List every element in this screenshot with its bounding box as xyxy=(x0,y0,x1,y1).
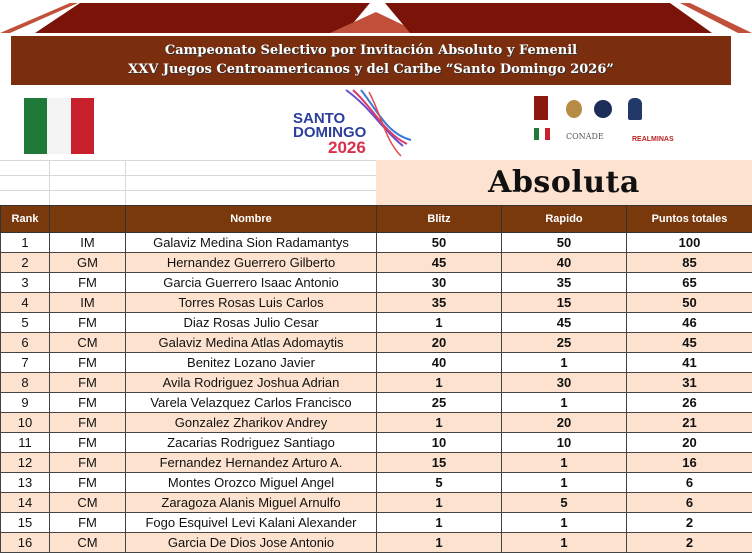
cell-nombre: Varela Velazquez Carlos Francisco xyxy=(126,393,377,413)
standings-table xyxy=(0,205,752,553)
cell-rapido: 1 xyxy=(502,513,627,533)
cell-nombre: Fogo Esquivel Levi Kalani Alexander xyxy=(126,513,377,533)
cell-nombre: Garcia De Dios Jose Antonio xyxy=(126,533,377,553)
cell-rapido: 35 xyxy=(502,273,627,293)
cell-rapido: 30 xyxy=(502,373,627,393)
header-puntos-totales: Puntos totales xyxy=(627,206,752,233)
header-nombre: Nombre xyxy=(126,206,377,233)
table-row xyxy=(1,373,752,393)
cell-rank: 16 xyxy=(1,533,50,553)
cell-puntos: 6 xyxy=(627,473,752,493)
table-row xyxy=(1,533,752,553)
title-line-1: Campeonato Selectivo por Invitación Absoluto y Femenil xyxy=(164,43,578,58)
table-row xyxy=(1,473,752,493)
cell-rapido: 1 xyxy=(502,393,627,413)
fide-logo xyxy=(594,100,612,118)
cell-blitz: 1 xyxy=(377,313,502,333)
cell-rank: 8 xyxy=(1,373,50,393)
table-row xyxy=(1,413,752,433)
cell-rapido: 10 xyxy=(502,433,627,453)
cell-nombre: Torres Rosas Luis Carlos xyxy=(126,293,377,313)
conade-logo: CONADE xyxy=(566,132,604,141)
cell-rapido: 25 xyxy=(502,333,627,353)
cell-rank: 5 xyxy=(1,313,50,333)
header-blitz: Blitz xyxy=(377,206,502,233)
cell-blitz: 1 xyxy=(377,493,502,513)
logo-text-domingo: DOMINGO xyxy=(293,124,367,141)
cell-blitz: 1 xyxy=(377,373,502,393)
cell-rapido: 1 xyxy=(502,533,627,553)
table-row xyxy=(1,333,752,353)
cell-puntos: 41 xyxy=(627,353,752,373)
cell-rank: 7 xyxy=(1,353,50,373)
cell-rapido: 5 xyxy=(502,493,627,513)
cell-blitz: 45 xyxy=(377,253,502,273)
cell-rank: 3 xyxy=(1,273,50,293)
cell-nombre: Benitez Lozano Javier xyxy=(126,353,377,373)
cell-puntos: 85 xyxy=(627,253,752,273)
cell-title: FM xyxy=(50,353,126,373)
realminas-logo: REALMINAS xyxy=(632,136,674,143)
cell-title: GM xyxy=(50,253,126,273)
header-title xyxy=(50,206,126,233)
table-row xyxy=(1,353,752,373)
cell-title: FM xyxy=(50,473,126,493)
cell-rank: 6 xyxy=(1,333,50,353)
cell-title: IM xyxy=(50,233,126,253)
title-banner xyxy=(11,36,731,85)
cell-title: CM xyxy=(50,533,126,553)
cell-nombre: Diaz Rosas Julio Cesar xyxy=(126,313,377,333)
cell-title: IM xyxy=(50,293,126,313)
santo-domingo-2026-logo xyxy=(293,88,413,158)
cell-puntos: 2 xyxy=(627,513,752,533)
cell-rapido: 1 xyxy=(502,473,627,493)
cell-nombre: Montes Orozco Miguel Angel xyxy=(126,473,377,493)
mexico-flag-logo xyxy=(24,98,94,154)
cell-title: FM xyxy=(50,413,126,433)
cell-rank: 10 xyxy=(1,413,50,433)
table-row xyxy=(1,433,752,453)
cell-puntos: 2 xyxy=(627,533,752,553)
cell-puntos: 6 xyxy=(627,493,752,513)
table-row xyxy=(1,393,752,413)
cell-nombre: Hernandez Guerrero Gilberto xyxy=(126,253,377,273)
cell-rank: 13 xyxy=(1,473,50,493)
header-rank: Rank xyxy=(1,206,50,233)
cell-blitz: 25 xyxy=(377,393,502,413)
cell-blitz: 15 xyxy=(377,453,502,473)
cell-nombre: Galaviz Medina Sion Radamantys xyxy=(126,233,377,253)
cell-nombre: Zaragoza Alanis Miguel Arnulfo xyxy=(126,493,377,513)
cell-nombre: Zacarias Rodriguez Santiago xyxy=(126,433,377,453)
mexico-olympic-logo xyxy=(534,128,550,140)
cell-blitz: 5 xyxy=(377,473,502,493)
cell-blitz: 35 xyxy=(377,293,502,313)
cell-blitz: 10 xyxy=(377,433,502,453)
cell-blitz: 1 xyxy=(377,413,502,433)
table-row xyxy=(1,493,752,513)
cell-puntos: 100 xyxy=(627,233,752,253)
cell-rank: 15 xyxy=(1,513,50,533)
cell-blitz: 40 xyxy=(377,353,502,373)
cell-nombre: Fernandez Hernandez Arturo A. xyxy=(126,453,377,473)
title-line-2: XXV Juegos Centroamericanos y del Caribe “Santo Domingo 2026” xyxy=(128,62,614,77)
cell-title: FM xyxy=(50,513,126,533)
fenamac-logo xyxy=(534,96,548,120)
cell-rapido: 20 xyxy=(502,413,627,433)
cell-puntos: 31 xyxy=(627,373,752,393)
cell-rapido: 40 xyxy=(502,253,627,273)
cell-rank: 11 xyxy=(1,433,50,453)
cell-rapido: 15 xyxy=(502,293,627,313)
section-title: Absoluta xyxy=(376,160,752,205)
cell-title: CM xyxy=(50,333,126,353)
header-rapido: Rapido xyxy=(502,206,627,233)
cell-puntos: 20 xyxy=(627,433,752,453)
table-row xyxy=(1,513,752,533)
cell-puntos: 16 xyxy=(627,453,752,473)
cell-nombre: Avila Rodriguez Joshua Adrian xyxy=(126,373,377,393)
table-row xyxy=(1,453,752,473)
cell-title: FM xyxy=(50,453,126,473)
cell-nombre: Galaviz Medina Atlas Adomaytis xyxy=(126,333,377,353)
cell-puntos: 21 xyxy=(627,413,752,433)
cell-rapido: 1 xyxy=(502,453,627,473)
cell-title: FM xyxy=(50,273,126,293)
cell-rapido: 1 xyxy=(502,353,627,373)
empty-grid-cells xyxy=(0,160,376,205)
cell-title: FM xyxy=(50,393,126,413)
cell-nombre: Gonzalez Zharikov Andrey xyxy=(126,413,377,433)
table-row xyxy=(1,293,752,313)
cell-rapido: 50 xyxy=(502,233,627,253)
table-row xyxy=(1,313,752,333)
cell-rank: 1 xyxy=(1,233,50,253)
cell-blitz: 20 xyxy=(377,333,502,353)
cell-rapido: 45 xyxy=(502,313,627,333)
cell-blitz: 30 xyxy=(377,273,502,293)
knight-logo xyxy=(628,98,642,120)
cell-blitz: 1 xyxy=(377,533,502,553)
cell-puntos: 65 xyxy=(627,273,752,293)
shield-logo xyxy=(566,100,582,118)
cell-rank: 12 xyxy=(1,453,50,473)
table-header-row xyxy=(1,206,752,233)
cell-title: FM xyxy=(50,433,126,453)
cell-blitz: 1 xyxy=(377,513,502,533)
cell-nombre: Garcia Guerrero Isaac Antonio xyxy=(126,273,377,293)
table-row xyxy=(1,273,752,293)
cell-title: FM xyxy=(50,373,126,393)
logo-text-santo: SANTO xyxy=(293,110,346,127)
roof-decoration xyxy=(0,0,752,36)
cell-puntos: 45 xyxy=(627,333,752,353)
cell-rank: 14 xyxy=(1,493,50,513)
cell-rank: 2 xyxy=(1,253,50,273)
cell-rank: 4 xyxy=(1,293,50,313)
cell-puntos: 50 xyxy=(627,293,752,313)
table-row xyxy=(1,233,752,253)
cell-title: CM xyxy=(50,493,126,513)
cell-puntos: 46 xyxy=(627,313,752,333)
logo-text-year: 2026 xyxy=(328,138,366,157)
sponsor-logos xyxy=(532,96,682,156)
table-row xyxy=(1,253,752,273)
cell-blitz: 50 xyxy=(377,233,502,253)
cell-puntos: 26 xyxy=(627,393,752,413)
cell-title: FM xyxy=(50,313,126,333)
cell-rank: 9 xyxy=(1,393,50,413)
